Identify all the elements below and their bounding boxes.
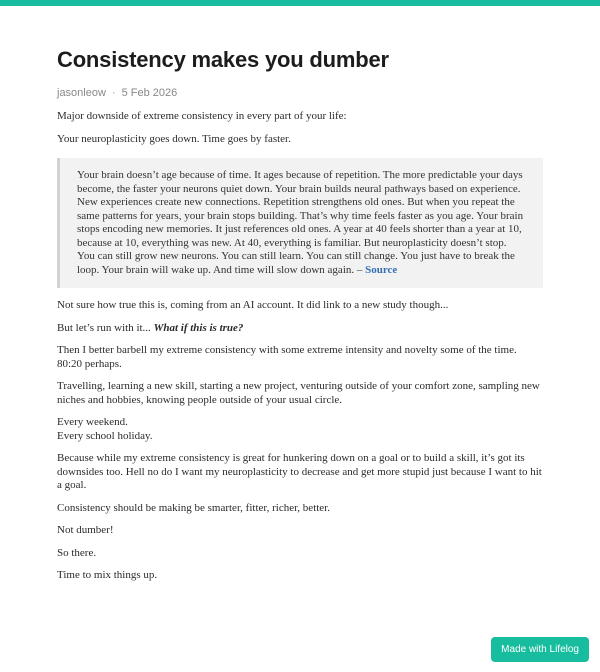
paragraph-every bbox=[57, 416, 543, 443]
paragraph-intro-2: Your neuroplasticity goes down. Time goes by faster. bbox=[57, 132, 291, 145]
paragraph-run-with-it-italic: What if this is true? bbox=[153, 321, 244, 334]
blockquote bbox=[57, 158, 543, 288]
paragraph-travelling: Travelling, learning a new skill, starting a new project, venturing outside of your comfort zone, sampling new niches and hobbies, knowing people outside of your usual circle. bbox=[57, 380, 540, 406]
source-link[interactable]: Source bbox=[365, 263, 398, 276]
paragraph-so-there: So there. bbox=[57, 546, 97, 559]
post-meta bbox=[57, 87, 543, 99]
page-title: Consistency makes you dumber bbox=[57, 47, 389, 72]
post-container bbox=[0, 47, 600, 583]
paragraph-barbell: Then I better barbell my extreme consistency with some extreme intensity and novelty some of the time. 80:20 perhaps. bbox=[57, 344, 517, 370]
blockquote-text: Your brain doesn’t age because of time. It ages because of repetition. The more predictable your days become, the faster your neurons quiet down. Your brain builds neural pathways based on experience. New experiences create new connections. Repetition strengthens old ones. But when you repeat the same patterns for years, your brain stops building. That’s why time feels faster as you age. Your brain stops encoding new memories. It just references old ones. A year at 40 feels shorter than a year at 10, because at 10, everything was new. At 40, everything is familiar. But neuroplasticity doesn’t stop. You can still grow new neurons. You can still learn. You can still change. You just have to break the loop. Your brain will wake up. And time will slow down again. – bbox=[77, 169, 524, 276]
paragraph-intro-1: Major downside of extreme consistency in every part of your life: bbox=[57, 110, 347, 122]
meta-separator: · bbox=[111, 87, 116, 99]
paragraph-every-weekend: Every weekend. bbox=[57, 416, 128, 428]
made-with-lifelog-button[interactable]: Made with Lifelog bbox=[491, 637, 589, 662]
article-body bbox=[57, 110, 543, 583]
top-accent-bar bbox=[0, 0, 600, 6]
paragraph-every-school-holiday: Every school holiday. bbox=[57, 429, 153, 442]
post-date: 5 Feb 2026 bbox=[121, 87, 178, 99]
paragraph-mix-things-up: Time to mix things up. bbox=[57, 569, 158, 581]
paragraph-run-with-it bbox=[57, 322, 543, 336]
paragraph-run-with-it-normal: But let’s run with it... bbox=[57, 321, 154, 334]
paragraph-smarter: Consistency should be making be smarter, fitter, richer, better. bbox=[57, 501, 330, 514]
paragraph-downsides: Because while my extreme consistency is great for hunkering down on a goal or to build a skill, it’s got its downsides too. Hell no do I want my neuroplasticity to decrease and get more stupid just because I want to hit a goal. bbox=[57, 452, 542, 491]
paragraph-not-dumber: Not dumber! bbox=[57, 524, 114, 536]
paragraph-ai-account: Not sure how true this is, coming from an AI account. It did link to a new study though... bbox=[57, 299, 449, 311]
author-link[interactable]: jasonleow bbox=[57, 87, 106, 99]
